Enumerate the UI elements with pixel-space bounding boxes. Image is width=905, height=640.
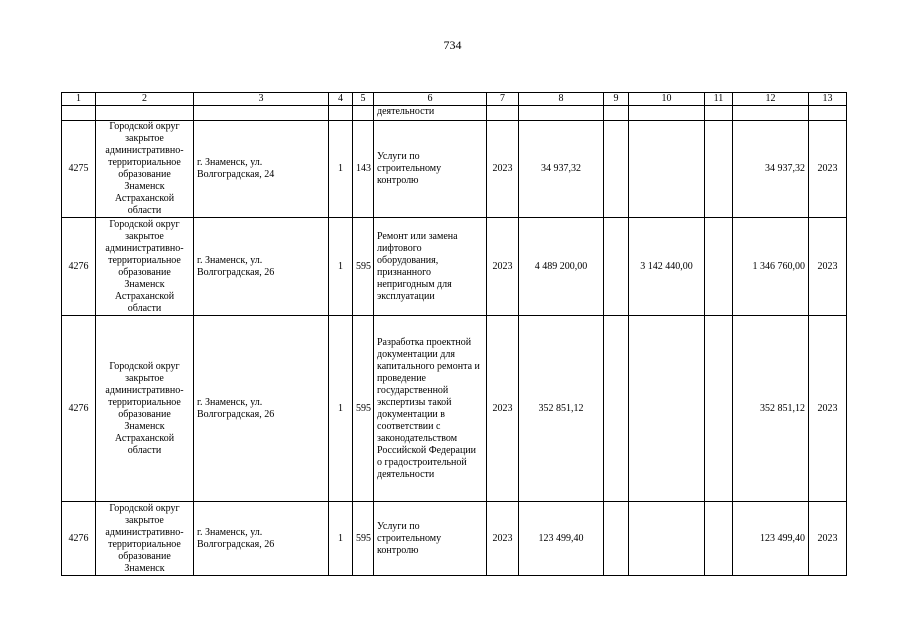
year-cell: 2023: [487, 218, 519, 316]
column-number: 8: [519, 93, 604, 106]
column-number: 3: [194, 93, 329, 106]
empty-cell: [604, 106, 629, 121]
table-row: [62, 316, 847, 502]
column-number: 7: [487, 93, 519, 106]
column-number: 9: [604, 93, 629, 106]
column-11-cell: [705, 502, 733, 576]
empty-cell: [705, 106, 733, 121]
column-number: 12: [733, 93, 809, 106]
column-11-cell: [705, 218, 733, 316]
end-year-cell: 2023: [809, 502, 847, 576]
address-cell: г. Знаменск, ул. Волгоградская, 24: [194, 121, 329, 218]
row-number: 4276: [62, 316, 96, 502]
column-9-cell: [604, 121, 629, 218]
empty-cell: [62, 106, 96, 121]
municipality-cell: Городской округ закрытое административно-территориальное образование Знаменск Астраханской области: [96, 316, 194, 502]
column-number-row: [62, 93, 847, 106]
table-row: [62, 121, 847, 218]
empty-cell: [353, 106, 374, 121]
page-number: 734: [443, 38, 462, 52]
empty-cell: [194, 106, 329, 121]
total-cost-cell: 352 851,12: [519, 316, 604, 502]
column-number: 2: [96, 93, 194, 106]
count-cell: 1: [329, 316, 353, 502]
fund-amount-cell: 3 142 440,00: [629, 218, 705, 316]
code-cell: 143: [353, 121, 374, 218]
address-cell: г. Знаменск, ул. Волгоградская, 26: [194, 218, 329, 316]
table-row: [62, 218, 847, 316]
empty-cell: [519, 106, 604, 121]
service-cell: Разработка проектной документации для капитального ремонта и проведение государственной экспертизы такой документации в соответствии с законодательством Российской Федерации о градостроительной деятельности: [374, 316, 487, 502]
empty-cell: [629, 106, 705, 121]
municipality-cell: Городской округ закрытое административно-территориальное образование Знаменск: [96, 502, 194, 576]
year-cell: 2023: [487, 121, 519, 218]
empty-cell: [487, 106, 519, 121]
column-9-cell: [604, 502, 629, 576]
empty-cell: [809, 106, 847, 121]
address-cell: г. Знаменск, ул. Волгоградская, 26: [194, 316, 329, 502]
regional-amount-cell: 34 937,32: [733, 121, 809, 218]
code-cell: 595: [353, 502, 374, 576]
total-cost-cell: 34 937,32: [519, 121, 604, 218]
fund-amount-cell: [629, 502, 705, 576]
register-table: [61, 92, 847, 576]
column-number: 11: [705, 93, 733, 106]
column-number: 13: [809, 93, 847, 106]
year-cell: 2023: [487, 316, 519, 502]
column-number: 4: [329, 93, 353, 106]
column-number: 10: [629, 93, 705, 106]
empty-cell: [733, 106, 809, 121]
column-number: 5: [353, 93, 374, 106]
column-number: 6: [374, 93, 487, 106]
regional-amount-cell: 352 851,12: [733, 316, 809, 502]
regional-amount-cell: 123 499,40: [733, 502, 809, 576]
count-cell: 1: [329, 218, 353, 316]
fund-amount-cell: [629, 316, 705, 502]
continuation-text: деятельности: [374, 106, 487, 121]
count-cell: 1: [329, 121, 353, 218]
continuation-row: [62, 106, 847, 121]
column-number: 1: [62, 93, 96, 106]
table-body: [62, 93, 847, 576]
column-9-cell: [604, 218, 629, 316]
column-11-cell: [705, 316, 733, 502]
service-cell: Услуги по строительному контролю: [374, 502, 487, 576]
year-cell: 2023: [487, 502, 519, 576]
regional-amount-cell: 1 346 760,00: [733, 218, 809, 316]
end-year-cell: 2023: [809, 121, 847, 218]
empty-cell: [96, 106, 194, 121]
table-row: [62, 502, 847, 576]
code-cell: 595: [353, 316, 374, 502]
column-11-cell: [705, 121, 733, 218]
service-cell: Услуги по строительному контролю: [374, 121, 487, 218]
count-cell: 1: [329, 502, 353, 576]
total-cost-cell: 4 489 200,00: [519, 218, 604, 316]
empty-cell: [329, 106, 353, 121]
end-year-cell: 2023: [809, 218, 847, 316]
municipality-cell: Городской округ закрытое административно-территориальное образование Знаменск Астраханской области: [96, 121, 194, 218]
address-cell: г. Знаменск, ул. Волгоградская, 26: [194, 502, 329, 576]
row-number: 4275: [62, 121, 96, 218]
row-number: 4276: [62, 502, 96, 576]
service-cell: Ремонт или замена лифтового оборудования, признанного непригодным для эксплуатации: [374, 218, 487, 316]
municipality-cell: Городской округ закрытое административно-территориальное образование Знаменск Астраханской области: [96, 218, 194, 316]
column-9-cell: [604, 316, 629, 502]
code-cell: 595: [353, 218, 374, 316]
fund-amount-cell: [629, 121, 705, 218]
total-cost-cell: 123 499,40: [519, 502, 604, 576]
end-year-cell: 2023: [809, 316, 847, 502]
row-number: 4276: [62, 218, 96, 316]
